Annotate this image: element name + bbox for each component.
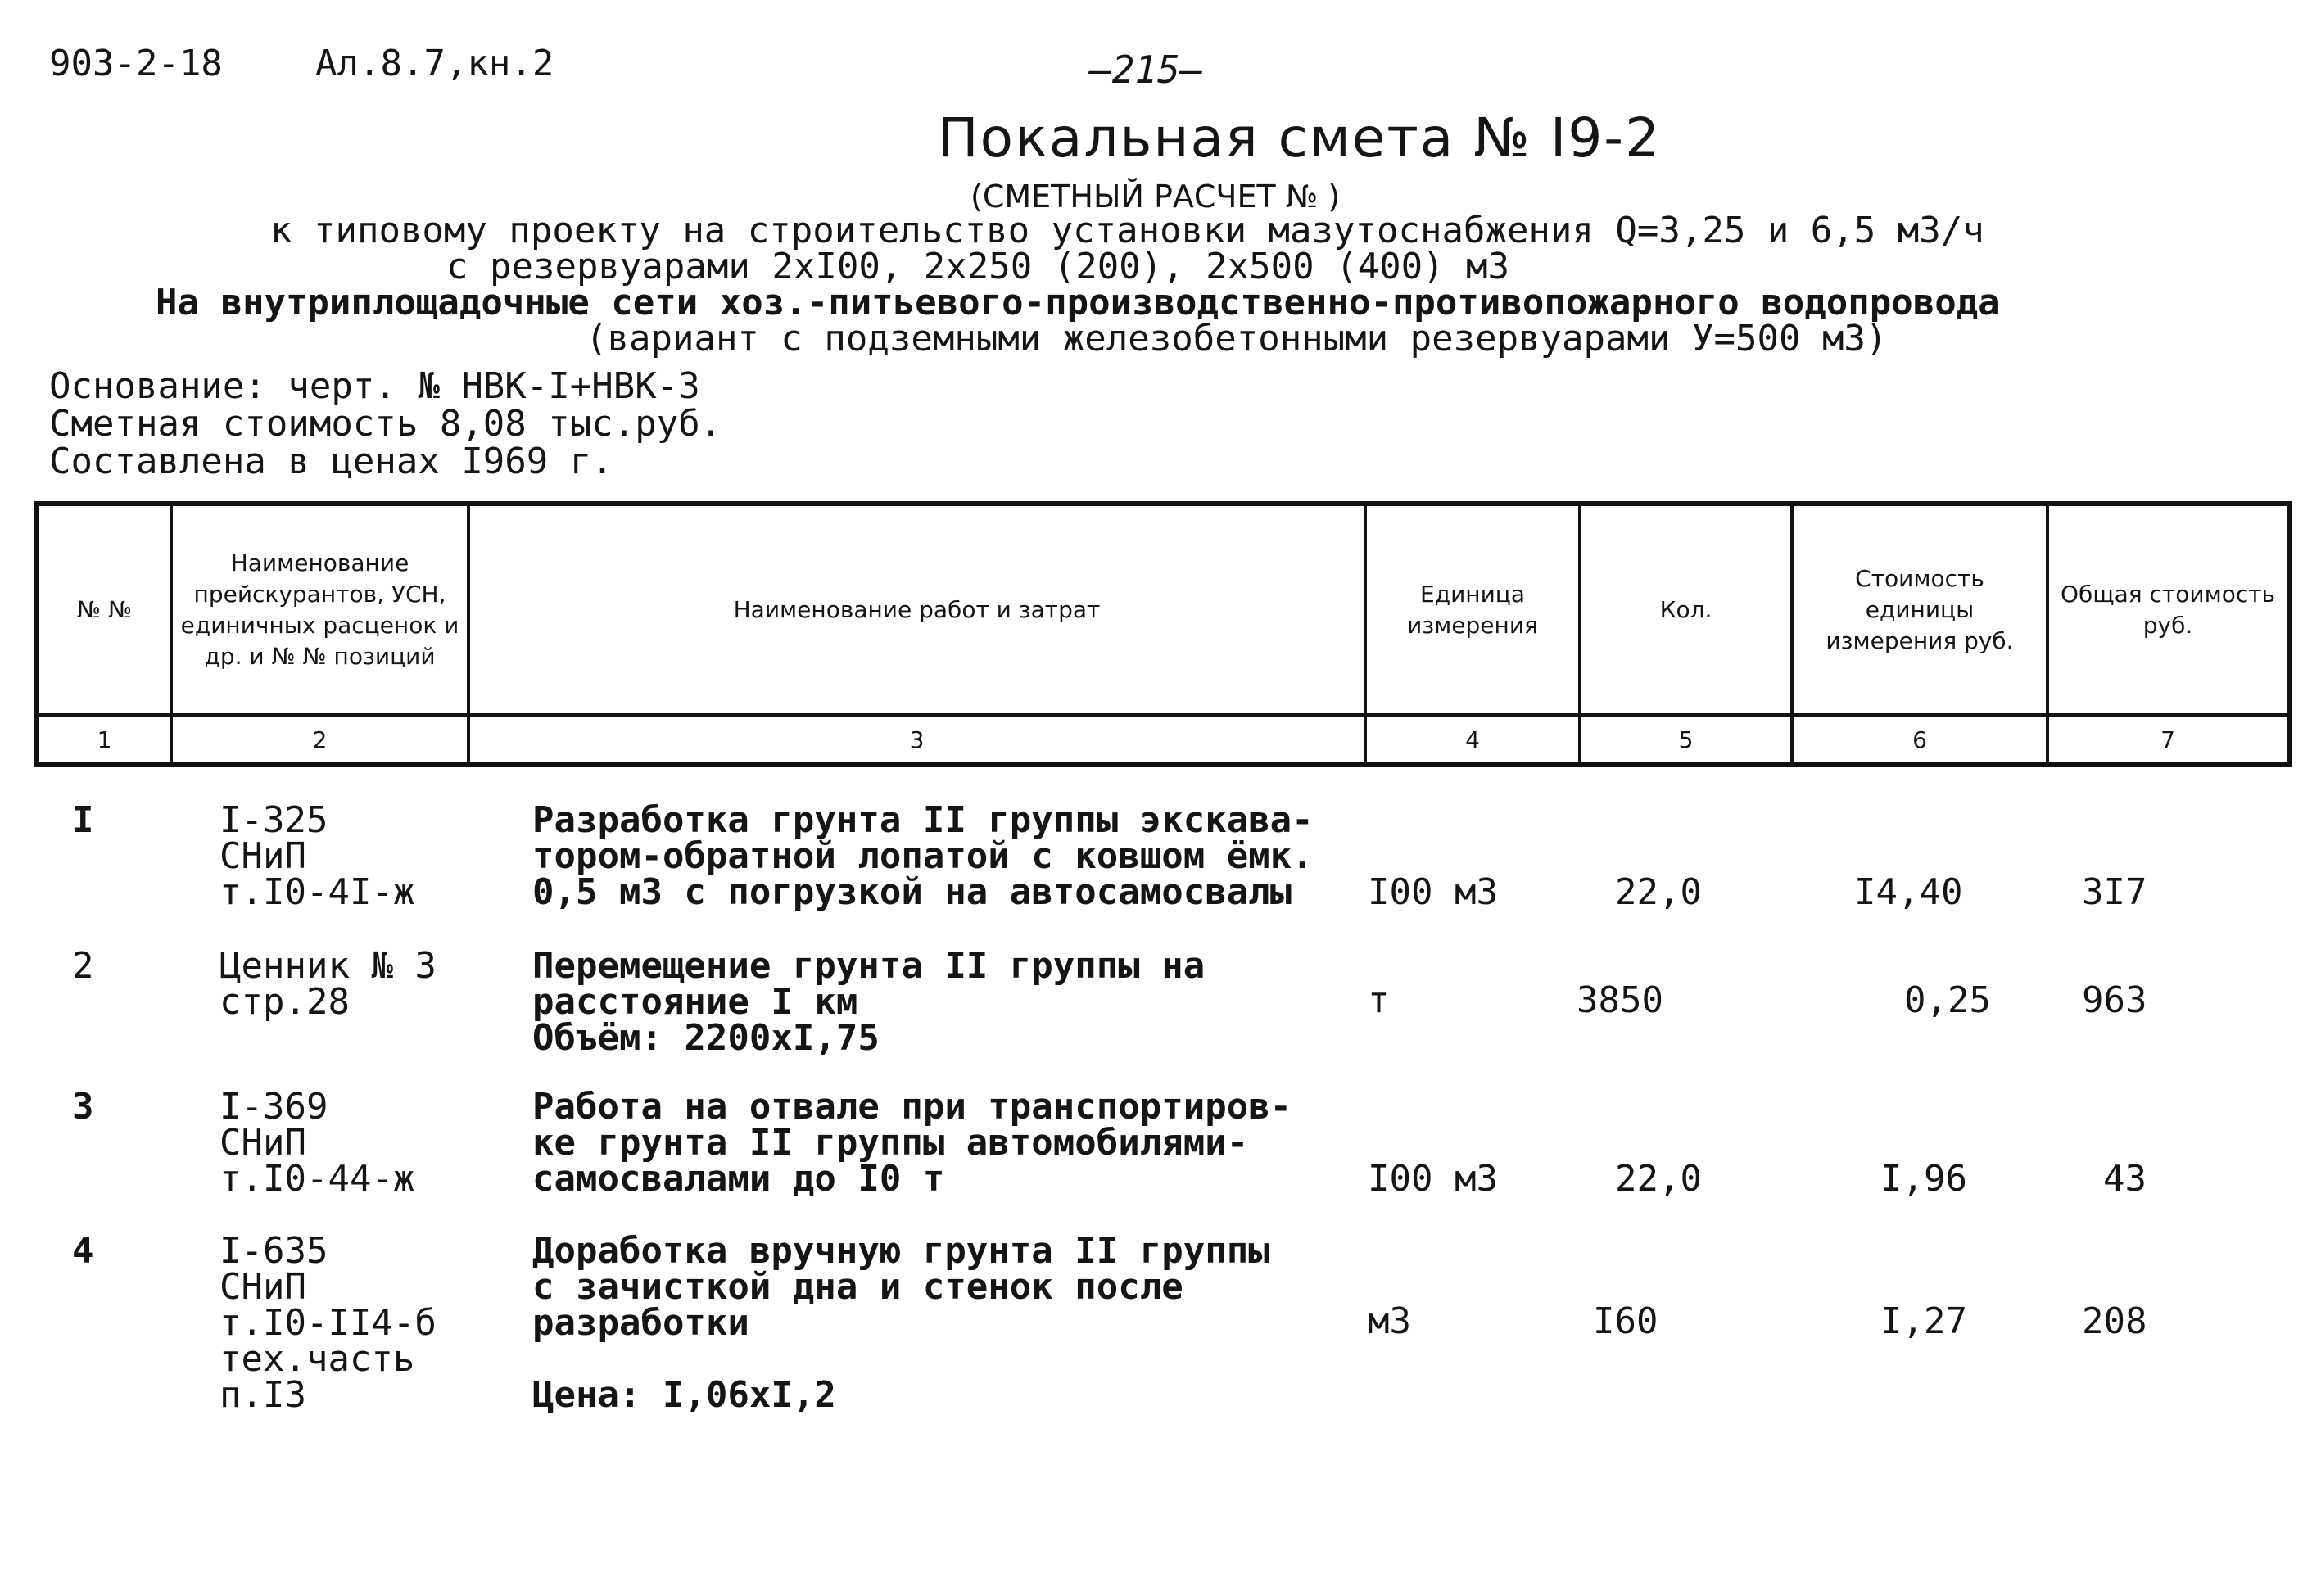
row-quantity: 22,0: [1615, 871, 1702, 913]
row-reference: Ценник № 3 стр.28: [219, 945, 437, 1023]
col-header-number: № №: [39, 506, 173, 713]
page-number: —215—: [1089, 47, 1203, 92]
document-title: Покальная смета № I9-2: [938, 106, 1662, 170]
description-line-1: к типовому проекту на строительство установки мазутоснабжения Q=3,25 и 6,5 м3/ч: [270, 210, 1984, 251]
row-work-description: Перемещение грунта II группы на расстояние I км Объём: 2200хI,75: [532, 945, 1206, 1059]
album-reference: Ал.8.7,кн.2: [315, 43, 554, 84]
row-unit-price: I,27: [1880, 1300, 1967, 1342]
row-reference: I-635 СНиП т.I0-II4-б тех.часть п.I3: [219, 1230, 437, 1416]
estimate-table-header: [34, 501, 2292, 767]
col-header-quantity: Кол.: [1581, 506, 1794, 713]
col-number-1: 1: [39, 713, 173, 762]
row-quantity: 3850: [1577, 979, 1663, 1021]
row-unit: т: [1368, 979, 1390, 1021]
row-total: 208: [2082, 1300, 2147, 1342]
description-line-2: с резервуарами 2хI00, 2х250 (200), 2х500 (400) м3: [446, 246, 1510, 287]
cost-line: Сметная стоимость 8,08 тыс.руб.: [49, 403, 722, 445]
col-header-unit: Единица измерения: [1367, 506, 1581, 713]
row-total: 43: [2103, 1158, 2147, 1200]
basis-line: Основание: черт. № НВК-I+НВК-3: [49, 365, 700, 407]
prices-line: Составлена в ценах I969 г.: [49, 441, 613, 482]
document-code: 903-2-18: [49, 43, 223, 84]
row-work-description: Разработка грунта II группы экскава- тором-обратной лопатой с ковшом ёмк. 0,5 м3 с погрузкой на автосамосвалы: [532, 799, 1314, 913]
col-header-unit-price: Стоимость единицы измерения руб.: [1794, 506, 2049, 713]
row-unit-price: I,96: [1880, 1158, 1967, 1200]
row-unit: I00 м3: [1368, 871, 1498, 913]
col-header-work: Наименование работ и затрат: [470, 506, 1367, 713]
row-unit-price: 0,25: [1904, 979, 1991, 1021]
row-reference: I-325 СНиП т.I0-4I-ж: [219, 799, 415, 913]
row-number: 3: [72, 1086, 94, 1128]
row-unit: I00 м3: [1368, 1158, 1498, 1200]
row-quantity: 22,0: [1615, 1158, 1702, 1200]
col-number-7: 7: [2049, 713, 2287, 762]
col-number-4: 4: [1367, 713, 1581, 762]
col-header-total: Общая стоимость руб.: [2060, 580, 2276, 639]
row-unit: м3: [1368, 1300, 1411, 1342]
document-subtitle: (СМЕТНЫЙ РАСЧЕТ № ): [970, 179, 1341, 215]
row-number: 4: [72, 1230, 94, 1272]
row-number: I: [72, 799, 94, 841]
col-number-5: 5: [1581, 713, 1794, 762]
col-number-2: 2: [173, 713, 470, 762]
row-total: 963: [2082, 979, 2147, 1021]
row-unit-price: I4,40: [1854, 871, 1963, 913]
row-number: 2: [72, 945, 94, 987]
description-line-4: (вариант с подземными железобетонными резервуарами У=500 м3): [586, 318, 1888, 359]
row-total: 3I7: [2082, 871, 2147, 913]
col-header-reference: Наименование прейскурантов, УСН, единичных расценок и др. и № № позиций: [173, 506, 470, 713]
col-number-6: 6: [1794, 713, 2049, 762]
row-quantity: I60: [1593, 1300, 1658, 1342]
description-line-3: На внутриплощадочные сети хоз.-питьевого-производственно-противопожарного водопровода: [156, 282, 2000, 323]
row-work-description: Работа на отвале при транспортиров- ке грунта II группы автомобилями- самосвалами до I0 т: [532, 1086, 1292, 1200]
row-work-description: Доработка вручную грунта II группы с зачисткой дна и стенок после разработки Цена: I,06хI,2: [532, 1230, 1270, 1416]
row-reference: I-369 СНиП т.I0-44-ж: [219, 1086, 415, 1200]
col-number-3: 3: [470, 713, 1367, 762]
